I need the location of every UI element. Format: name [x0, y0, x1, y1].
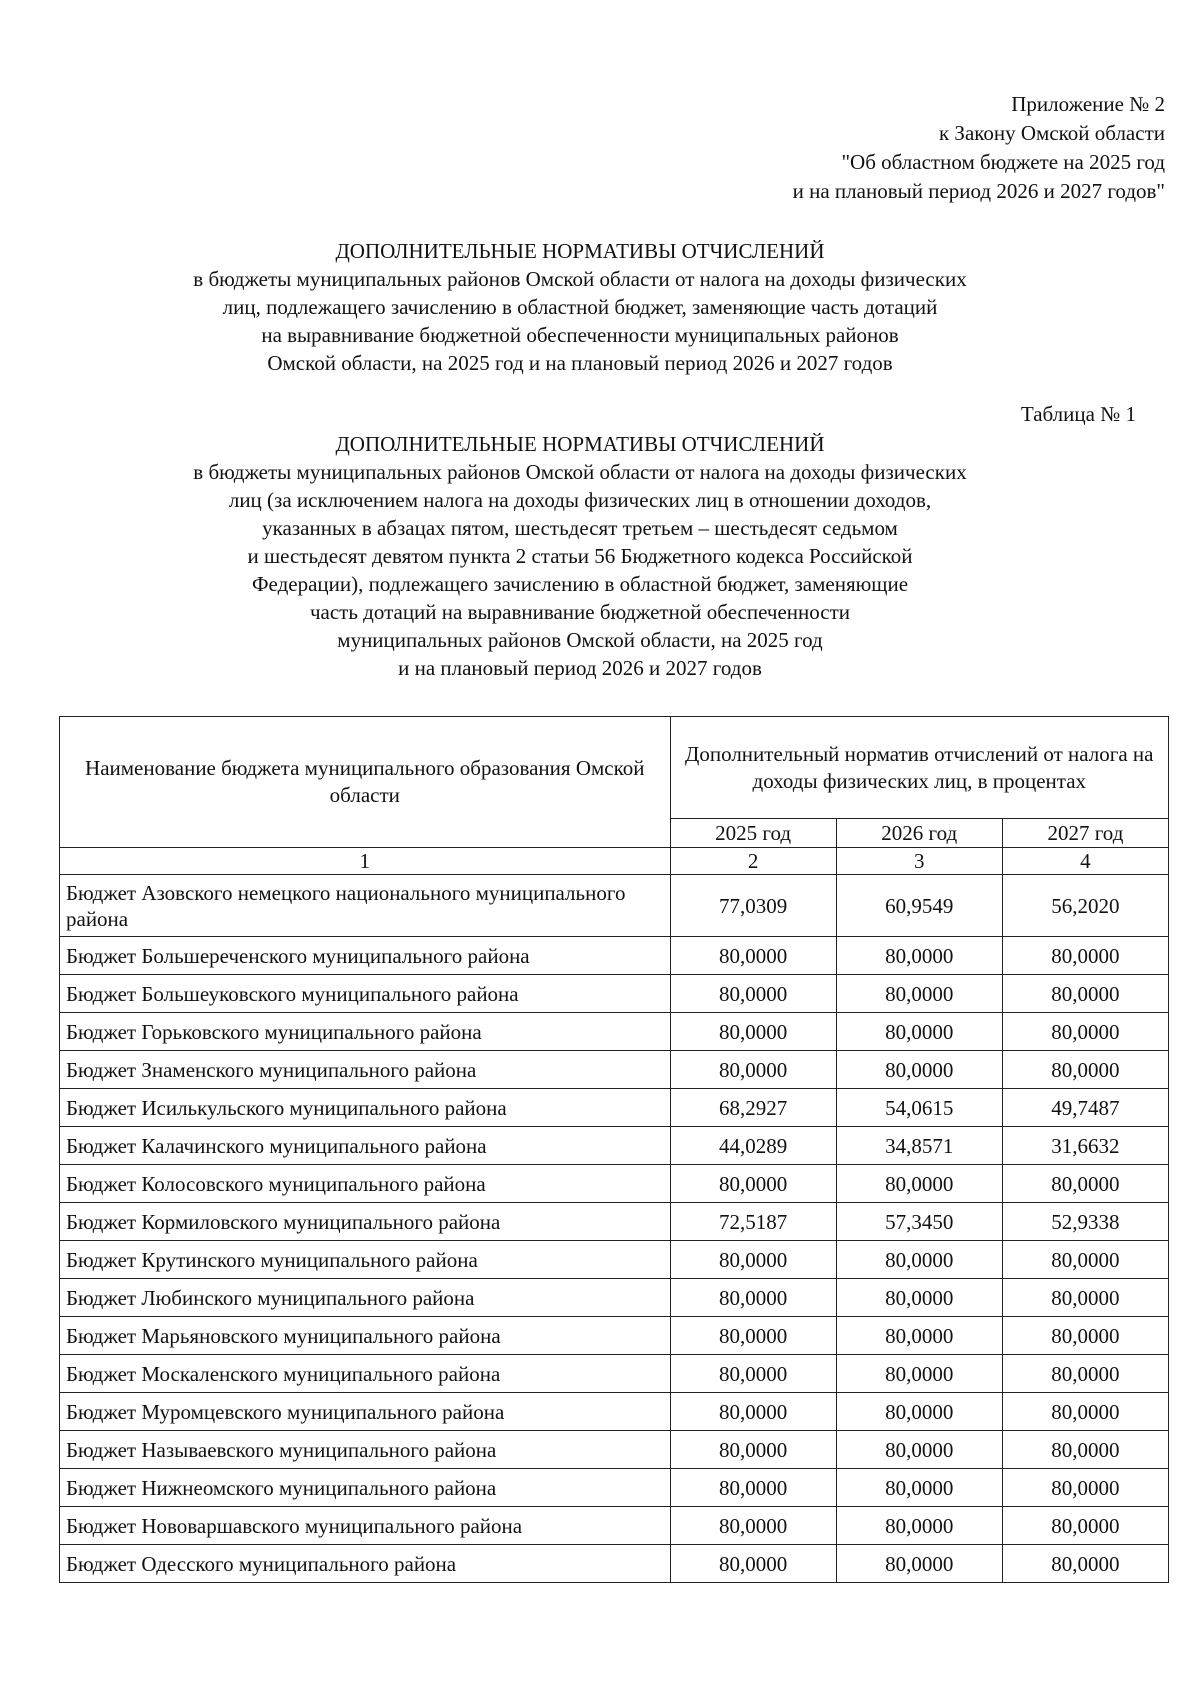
- value-2026-cell: 80,0000: [836, 1469, 1002, 1507]
- budget-name-cell: Бюджет Колосовского муниципального района: [60, 1165, 671, 1203]
- table-row: [60, 1203, 1169, 1241]
- value-2027-cell: 31,6632: [1002, 1127, 1168, 1165]
- value-2025-cell: 80,0000: [670, 1469, 836, 1507]
- budget-name-cell: Бюджет Москаленского муниципального района: [60, 1355, 671, 1393]
- header-budget-name: Наименование бюджета муниципального образования Омской области: [60, 717, 671, 848]
- value-2025-cell: 72,5187: [670, 1203, 836, 1241]
- budget-name-cell: Бюджет Марьяновского муниципального района: [60, 1317, 671, 1355]
- value-2026-cell: 80,0000: [836, 1507, 1002, 1545]
- table-row: [60, 1545, 1169, 1583]
- value-2026-cell: 80,0000: [836, 1165, 1002, 1203]
- budget-name-cell: Бюджет Исилькульского муниципального района: [60, 1089, 671, 1127]
- table-heading-line: и шестьдесят девятом пункта 2 статьи 56 Бюджетного кодекса Российской: [247, 544, 913, 568]
- value-2025-cell: 80,0000: [670, 1165, 836, 1203]
- budget-name-cell: Бюджет Большереченского муниципального района: [60, 937, 671, 975]
- table-row: [60, 1431, 1169, 1469]
- value-2025-cell: 80,0000: [670, 1393, 836, 1431]
- value-2027-cell: 49,7487: [1002, 1089, 1168, 1127]
- budget-name-cell: Бюджет Называевского муниципального района: [60, 1431, 671, 1469]
- column-number: 1: [60, 848, 671, 875]
- value-2026-cell: 80,0000: [836, 1355, 1002, 1393]
- appendix-header: [465, 90, 1165, 206]
- main-heading-line: в бюджеты муниципальных районов Омской области от налога на доходы физических: [193, 267, 967, 291]
- table-row: [60, 1393, 1169, 1431]
- value-2026-cell: 80,0000: [836, 1431, 1002, 1469]
- table-heading-line: часть дотаций на выравнивание бюджетной обеспеченности: [309, 600, 851, 624]
- table-heading-title: ДОПОЛНИТЕЛЬНЫЕ НОРМАТИВЫ ОТЧИСЛЕНИЙ: [335, 432, 825, 456]
- norms-table: [59, 716, 1169, 1583]
- value-2027-cell: 52,9338: [1002, 1203, 1168, 1241]
- budget-name-cell: Бюджет Муромцевского муниципального района: [60, 1393, 671, 1431]
- appendix-line: "Об областном бюджете на 2025 год: [841, 150, 1165, 174]
- table-heading-line: Федерации), подлежащего зачислению в областной бюджет, заменяющие: [251, 572, 909, 596]
- value-2027-cell: 80,0000: [1002, 1355, 1168, 1393]
- budget-name-cell: Бюджет Калачинского муниципального района: [60, 1127, 671, 1165]
- table-row: [60, 1469, 1169, 1507]
- budget-name-cell: Бюджет Знаменского муниципального района: [60, 1051, 671, 1089]
- main-heading-line: на выравнивание бюджетной обеспеченности муниципальных районов: [261, 323, 899, 347]
- value-2026-cell: 80,0000: [836, 1051, 1002, 1089]
- table-row: [60, 1241, 1169, 1279]
- table-heading-line: и на плановый период 2026 и 2027 годов: [398, 656, 762, 680]
- value-2026-cell: 80,0000: [836, 1241, 1002, 1279]
- table-row: [60, 1507, 1169, 1545]
- value-2027-cell: 56,2020: [1002, 875, 1168, 937]
- header-year-2026: 2026 год: [836, 819, 1002, 848]
- budget-name-cell: Бюджет Крутинского муниципального района: [60, 1241, 671, 1279]
- value-2026-cell: 80,0000: [836, 1545, 1002, 1583]
- value-2027-cell: 80,0000: [1002, 937, 1168, 975]
- table-heading-line: муниципальных районов Омской области, на 2025 год: [337, 628, 823, 652]
- appendix-line: к Закону Омской области: [938, 121, 1165, 145]
- value-2027-cell: 80,0000: [1002, 1431, 1168, 1469]
- budget-name-cell: Бюджет Кормиловского муниципального района: [60, 1203, 671, 1241]
- table-row: [60, 1051, 1169, 1089]
- header-year-2027: 2027 год: [1002, 819, 1168, 848]
- appendix-line: Приложение № 2: [1011, 92, 1165, 116]
- table-row: [60, 1165, 1169, 1203]
- table-heading-line: в бюджеты муниципальных районов Омской области от налога на доходы физических: [193, 460, 967, 484]
- table-row: [60, 1013, 1169, 1051]
- value-2026-cell: 80,0000: [836, 1317, 1002, 1355]
- table-row: [60, 875, 1169, 937]
- column-number: 2: [670, 848, 836, 875]
- value-2026-cell: 80,0000: [836, 975, 1002, 1013]
- value-2027-cell: 80,0000: [1002, 1241, 1168, 1279]
- value-2025-cell: 80,0000: [670, 1507, 836, 1545]
- value-2026-cell: 80,0000: [836, 1013, 1002, 1051]
- table-heading-line: лиц (за исключением налога на доходы физических лиц в отношении доходов,: [228, 488, 932, 512]
- value-2027-cell: 80,0000: [1002, 1507, 1168, 1545]
- table-row: [60, 1317, 1169, 1355]
- value-2025-cell: 80,0000: [670, 1241, 836, 1279]
- value-2027-cell: 80,0000: [1002, 1317, 1168, 1355]
- main-heading-title: ДОПОЛНИТЕЛЬНЫЕ НОРМАТИВЫ ОТЧИСЛЕНИЙ: [335, 239, 825, 263]
- column-number: 4: [1002, 848, 1168, 875]
- value-2025-cell: 80,0000: [670, 937, 836, 975]
- value-2025-cell: 77,0309: [670, 875, 836, 937]
- main-heading-line: Омской области, на 2025 год и на плановый период 2026 и 2027 годов: [267, 351, 893, 375]
- value-2025-cell: 80,0000: [670, 975, 836, 1013]
- value-2027-cell: 80,0000: [1002, 1013, 1168, 1051]
- value-2026-cell: 60,9549: [836, 875, 1002, 937]
- column-number: 3: [836, 848, 1002, 875]
- value-2026-cell: 80,0000: [836, 1393, 1002, 1431]
- value-2026-cell: 54,0615: [836, 1089, 1002, 1127]
- value-2027-cell: 80,0000: [1002, 975, 1168, 1013]
- table-row: [60, 1089, 1169, 1127]
- value-2025-cell: 80,0000: [670, 1051, 836, 1089]
- value-2027-cell: 80,0000: [1002, 1051, 1168, 1089]
- value-2027-cell: 80,0000: [1002, 1279, 1168, 1317]
- value-2025-cell: 68,2927: [670, 1089, 836, 1127]
- header-norm-group: Дополнительный норматив отчислений от налога на доходы физических лиц, в процентах: [670, 717, 1168, 819]
- budget-name-cell: Бюджет Нововаршавского муниципального района: [60, 1507, 671, 1545]
- value-2027-cell: 80,0000: [1002, 1545, 1168, 1583]
- value-2026-cell: 80,0000: [836, 937, 1002, 975]
- budget-name-cell: Бюджет Любинского муниципального района: [60, 1279, 671, 1317]
- table-body: [60, 875, 1169, 1583]
- table-row: [60, 1279, 1169, 1317]
- value-2026-cell: 80,0000: [836, 1279, 1002, 1317]
- table-row: [60, 1127, 1169, 1165]
- budget-name-cell: Бюджет Большеуковского муниципального района: [60, 975, 671, 1013]
- value-2025-cell: 80,0000: [670, 1013, 836, 1051]
- budget-name-cell: Бюджет Нижнеомского муниципального района: [60, 1469, 671, 1507]
- table-row: [60, 975, 1169, 1013]
- value-2025-cell: 80,0000: [670, 1355, 836, 1393]
- table-heading-line: указанных в абзацах пятом, шестьдесят третьем – шестьдесят седьмом: [262, 516, 898, 540]
- value-2025-cell: 80,0000: [670, 1279, 836, 1317]
- value-2027-cell: 80,0000: [1002, 1165, 1168, 1203]
- table-row: [60, 1355, 1169, 1393]
- value-2025-cell: 80,0000: [670, 1545, 836, 1583]
- value-2025-cell: 80,0000: [670, 1431, 836, 1469]
- budget-name-cell: Бюджет Азовского немецкого национального муниципального района: [60, 875, 671, 937]
- main-heading-line: лиц, подлежащего зачислению в областной бюджет, заменяющие часть дотаций: [222, 295, 938, 319]
- value-2025-cell: 80,0000: [670, 1317, 836, 1355]
- header-year-2025: 2025 год: [670, 819, 836, 848]
- budget-name-cell: Бюджет Одесского муниципального района: [60, 1545, 671, 1583]
- table-row: [60, 937, 1169, 975]
- appendix-line: и на плановый период 2026 и 2027 годов": [792, 179, 1165, 203]
- budget-name-cell: Бюджет Горьковского муниципального района: [60, 1013, 671, 1051]
- value-2026-cell: 34,8571: [836, 1127, 1002, 1165]
- main-heading: [80, 237, 1080, 377]
- table-heading: [80, 430, 1080, 682]
- value-2027-cell: 80,0000: [1002, 1469, 1168, 1507]
- value-2025-cell: 44,0289: [670, 1127, 836, 1165]
- value-2026-cell: 57,3450: [836, 1203, 1002, 1241]
- value-2027-cell: 80,0000: [1002, 1393, 1168, 1431]
- table-number-label: Таблица № 1: [1020, 402, 1136, 426]
